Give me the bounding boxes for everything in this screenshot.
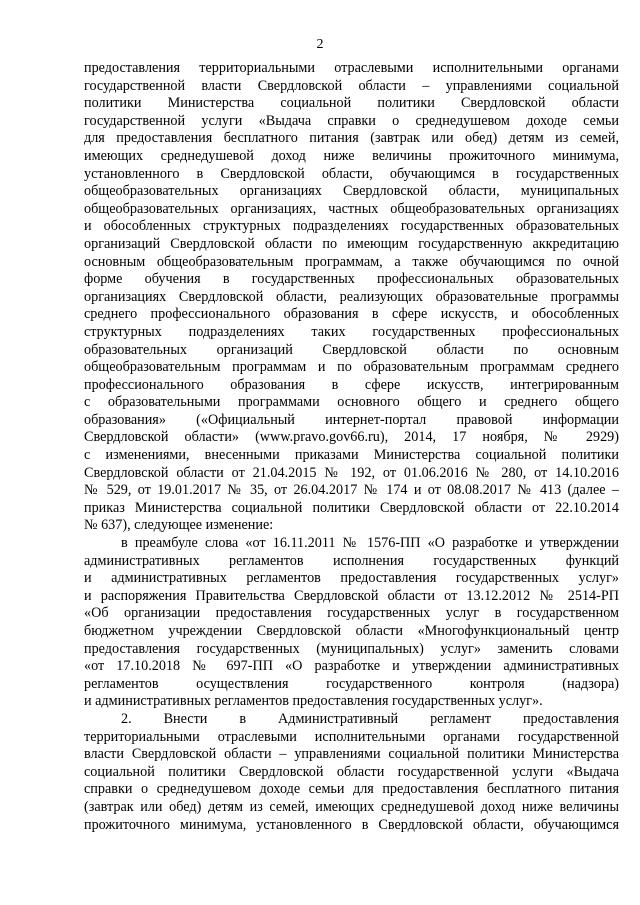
text-line: (завтрак или обед) детям из семей, имеющих среднедушевой доход ниже величины [84, 798, 619, 815]
text-line: власти Свердловской области – управлениями социальной политики Министерства [84, 746, 619, 763]
text-line: и обособленных структурных подразделениях государственных образовательных [84, 218, 619, 235]
text-line: с образовательными программами основного общего и среднего общего [84, 394, 619, 411]
text-line: прожиточного минимума, установленного в Свердловской области, обучающимся [84, 816, 619, 833]
text-line: общеобразовательным программам и по образовательным программам среднего [84, 359, 619, 376]
text-line: 2. Внести в Административный регламент предоставления [121, 710, 619, 727]
text-line: № 529, от 19.01.2017 № 35, от 26.04.2017 № 174 и от 08.08.2017 № 413 (далее – [84, 482, 619, 499]
text-line: государственной услуги «Выдача справки о среднедушевом доходе семьи [84, 112, 619, 129]
text-line: «Об организации предоставления государственных услуг в государственном [84, 605, 619, 622]
text-line: для предоставления бесплатного питания (завтрак или обед) детям из семей, [84, 130, 619, 147]
text-line: общеобразовательных организациях Свердловской области, муниципальных [84, 183, 619, 200]
text-line: регламентов осуществления государственного контроля (надзора) [84, 675, 619, 692]
text-line: профессионального образования в сфере искусств, интегрированным [84, 376, 619, 393]
text-line: государственной власти Свердловской области – управлениями социальной [84, 77, 619, 94]
text-line: среднего профессионального образования в сфере искусств, и обособленных [84, 306, 619, 323]
text-line: и распоряжения Правительства Свердловской области от 13.12.2012 № 2514-РП [84, 587, 619, 604]
text-line: бюджетном учреждении Свердловской области «Многофункциональный центр [84, 623, 619, 639]
text-line: в преамбуле слова «от 16.11.2011 № 1576-ПП «О разработке и утверждении [121, 535, 619, 552]
text-line: и административных регламентов предоставления государственных услуг». [84, 693, 543, 710]
page-number: 2 [316, 37, 324, 52]
text-line: приказ Министерства социальной политики Свердловской области от 22.10.2014 [84, 499, 619, 516]
text-line: территориальными отраслевыми исполнительными органами государственной [84, 728, 619, 745]
text-line: справки о среднедушевом доходе семьи для предоставления бесплатного питания [84, 781, 619, 798]
text-line: имеющих среднедушевой доход ниже величины прожиточного минимума, [84, 147, 619, 164]
text-line: политики Министерства социальной политики Свердловской области [84, 95, 619, 112]
text-line: структурных подразделениях таких государственных профессиональных [84, 323, 619, 340]
text-line: социальной политики Свердловской области государственной услуги «Выдача [84, 763, 619, 780]
text-line: и административных регламентов предоставления государственных услуг» [84, 570, 619, 587]
text-line: установленного в Свердловской области, обучающимся в государственных [84, 165, 619, 182]
text-line: образовательных организаций Свердловской области по основным [84, 341, 619, 358]
paragraph-item-2 [84, 711, 619, 834]
paragraph-continuation [84, 60, 619, 535]
text-line: организаций Свердловской области по имеющим государственную аккредитацию [84, 235, 619, 252]
text-line: № 637), следующее изменение: [84, 517, 274, 534]
text-line: образования» («Официальный интернет-портал правовой информации [84, 411, 619, 428]
text-line: предоставления территориальными отраслевыми исполнительными органами [84, 60, 619, 76]
text-line: основным общеобразовательным программам, а также обучающимся по очной [84, 253, 619, 270]
text-line: Свердловской области» (www.pravo.gov66.ru), 2014, 17 ноября, № 2929) [84, 429, 619, 446]
text-line: административных регламентов исполнения государственных функций [84, 552, 619, 569]
text-line: организациях Свердловской области, реализующих образовательные программы [84, 288, 619, 305]
text-line: общеобразовательных организациях, частных общеобразовательных организациях [84, 200, 619, 217]
paragraph-preamble [84, 535, 619, 711]
text-line: «от 17.10.2018 № 697-ПП «О разработке и утверждении административных [84, 658, 619, 675]
text-line: с изменениями, внесенными приказами Министерства социальной политики [84, 447, 619, 464]
text-line: Свердловской области от 21.04.2015 № 192, от 01.06.2016 № 280, от 14.10.2016 [84, 464, 619, 481]
document-body [84, 60, 619, 834]
text-line: форме обучения в государственных профессиональных образовательных [84, 271, 619, 288]
text-line: предоставления государственных (муниципальных) услуг» заменить словами [84, 640, 619, 657]
